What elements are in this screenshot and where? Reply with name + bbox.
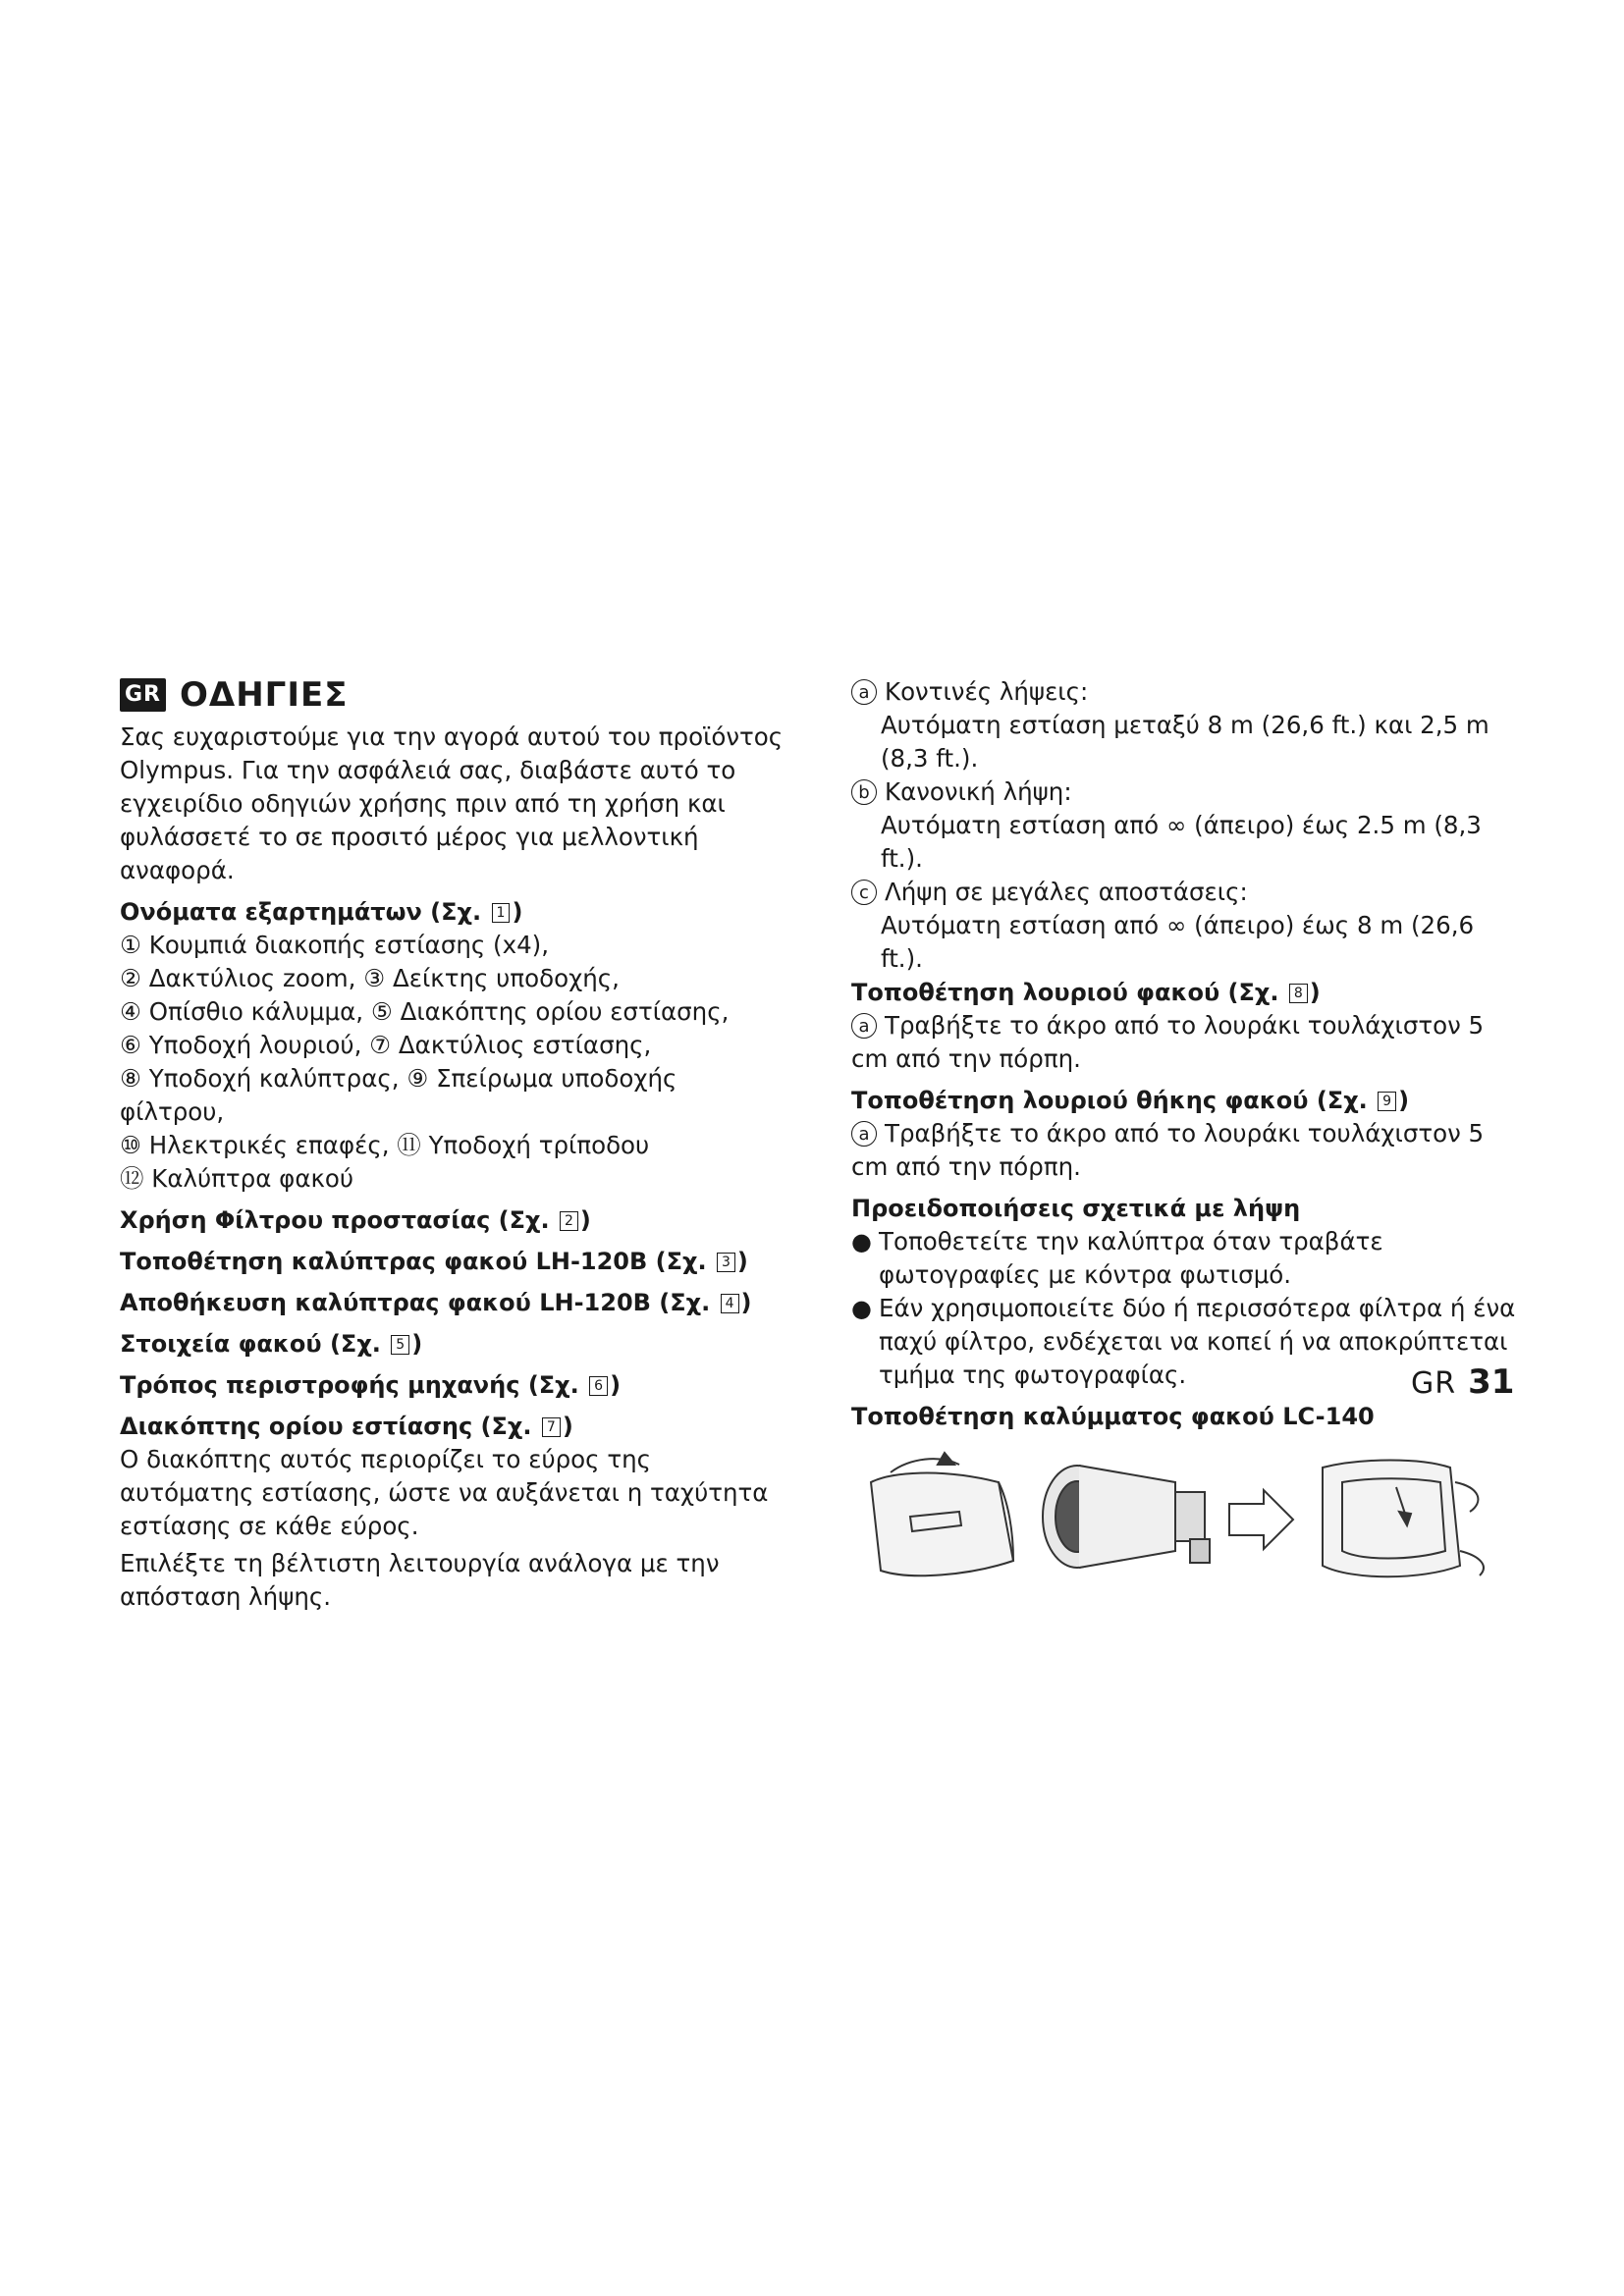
arrow-right-icon [1229,1490,1293,1549]
warnings-heading: Προειδοποιήσεις σχετικά με λήψη [851,1195,1301,1222]
specs-heading: Στοιχεία φακού (Σχ. 5 ) [120,1330,423,1358]
parts-line: ⑩ Ηλεκτρικές επαφές, ⑪ Υποδοχή τρίποδου [120,1131,650,1159]
hood-store-heading: Αποθήκευση καλύπτρας φακού LH-120B (Σχ. 4 ) [120,1289,752,1316]
warning-item: ● Εάν χρησιμοποιείτε δύο ή περισσότερα φίλτρα ή ένα παχύ φίλτρο, ενδέχεται να κοπεί ή να αποκρύπτεται τμήμα της φωτογραφίας. [851,1292,1519,1392]
parts-list [120,929,787,1196]
lens-cover-illustration [851,1443,1499,1590]
focus-modes [851,675,1519,976]
marker-a-icon: a [851,1121,877,1147]
figure-ref: 1 [492,903,511,923]
parts-line: ⑧ Υποδοχή καλύπτρας, ⑨ Σπείρωμα υποδοχής φίλτρου, [120,1064,677,1126]
strap-heading: Τοποθέτηση λουριού φακού (Σχ. 8 ) [851,979,1321,1006]
figure-ref: 9 [1378,1092,1396,1111]
page-number [1411,1362,1514,1402]
marker-a-icon: a [851,679,877,705]
left-column [120,675,787,1614]
bullet-icon: ● [851,1295,872,1322]
mode-detail: Αυτόματη εστίαση μεταξύ 8 m (26,6 ft.) και 2,5 m (8,3 ft.). [881,711,1489,773]
figure-ref: 3 [717,1253,735,1272]
parts-line: ① Κουμπιά διακοπής εστίασης (x4), [120,931,550,959]
figure-ref: 4 [721,1294,739,1313]
marker-a-icon: a [851,1013,877,1039]
mode-label: Κανονική λήψη: [885,777,1072,806]
filter-heading: Χρήση Φίλτρου προστασίας (Σχ. 2 ) [120,1206,591,1234]
figure-ref: 7 [542,1417,561,1437]
limiter-text: Ο διακόπτης αυτός περιορίζει το εύρος της αυτόματης εστίασης, ώστε να αυξάνεται η ταχύτητα εστίασης σε κάθε εύρος. [120,1445,769,1540]
strap-text: Τραβήξτε το άκρο από το λουράκι τουλάχιστον 5 cm από την πόρπη. [851,1011,1485,1073]
parts-line: ② Δακτύλιος zoom, ③ Δείκτης υποδοχής, [120,964,620,992]
lens-drawing [1043,1466,1210,1568]
figure-ref: 8 [1289,984,1308,1003]
figure-ref: 6 [589,1376,608,1396]
mode-detail: Αυτόματη εστίαση από ∞ (άπειρο) έως 8 m (26,6 ft.). [881,911,1475,973]
mode-detail: Αυτόματη εστίαση από ∞ (άπειρο) έως 2.5 m (8,3 ft.). [881,811,1482,873]
figure-ref: 5 [391,1335,409,1355]
mode-item [851,775,1519,876]
parts-line: ④ Οπίσθιο κάλυμμα, ⑤ Διακόπτης ορίου εστίασης, [120,997,730,1026]
mode-label: Κοντινές λήψεις: [885,677,1089,706]
page-lang: GR [1411,1366,1457,1401]
rotation-heading: Τρόπος περιστροφής μηχανής (Σχ. 6 ) [120,1371,622,1399]
parts-heading: Ονόματα εξαρτημάτων (Σχ. 1 ) [120,898,523,926]
parts-line: ⑫ Καλύπτρα φακού [120,1164,354,1193]
mode-item [851,675,1519,775]
cover-heading: Τοποθέτηση καλύμματος φακού LC-140 [851,1403,1375,1430]
page-title [120,675,787,715]
marker-c-icon: c [851,880,877,905]
marker-b-icon: b [851,779,877,805]
hood-mount-heading: Τοποθέτηση καλύπτρας φακού LH-120B (Σχ. 3 ) [120,1248,748,1275]
figure-ref: 2 [560,1211,578,1231]
bullet-icon: ● [851,1228,872,1255]
open-cover-drawing [871,1453,1013,1575]
warning-item: ● Τοποθετείτε την καλύπτρα όταν τραβάτε φωτογραφίες με κόντρα φωτισμό. [851,1225,1519,1292]
page-num: 31 [1468,1362,1515,1402]
strap-item [851,1009,1519,1076]
mode-item [851,876,1519,976]
covered-lens-drawing [1323,1461,1484,1577]
limiter-text-2: Επιλέξτε τη βέλτιστη λειτουργία ανάλογα με την απόσταση λήψης. [120,1549,720,1611]
right-column [851,675,1519,1594]
case-strap-text: Τραβήξτε το άκρο από το λουράκι τουλάχιστον 5 cm από την πόρπη. [851,1119,1485,1181]
mode-label: Λήψη σε μεγάλες αποστάσεις: [885,878,1248,906]
case-strap-heading: Τοποθέτηση λουριού θήκης φακού (Σχ. 9 ) [851,1087,1410,1114]
title-text: ΟΔΗΓΙΕΣ [180,675,349,715]
language-badge: GR [120,678,166,712]
parts-line: ⑥ Υποδοχή λουριού, ⑦ Δακτύλιος εστίασης, [120,1031,652,1059]
limiter-heading: Διακόπτης ορίου εστίασης (Σχ. 7 ) [120,1413,573,1440]
intro-paragraph: Σας ευχαριστούμε για την αγορά αυτού του προϊόντος Olympus. Για την ασφάλειά σας, διαβάστε αυτό το εγχειρίδιο οδηγιών χρήσης πριν από τη χρήση και φυλάσσετέ το σε προσιτό μέρος για μελλοντική αναφορά. [120,722,784,884]
case-strap-item [851,1117,1519,1184]
